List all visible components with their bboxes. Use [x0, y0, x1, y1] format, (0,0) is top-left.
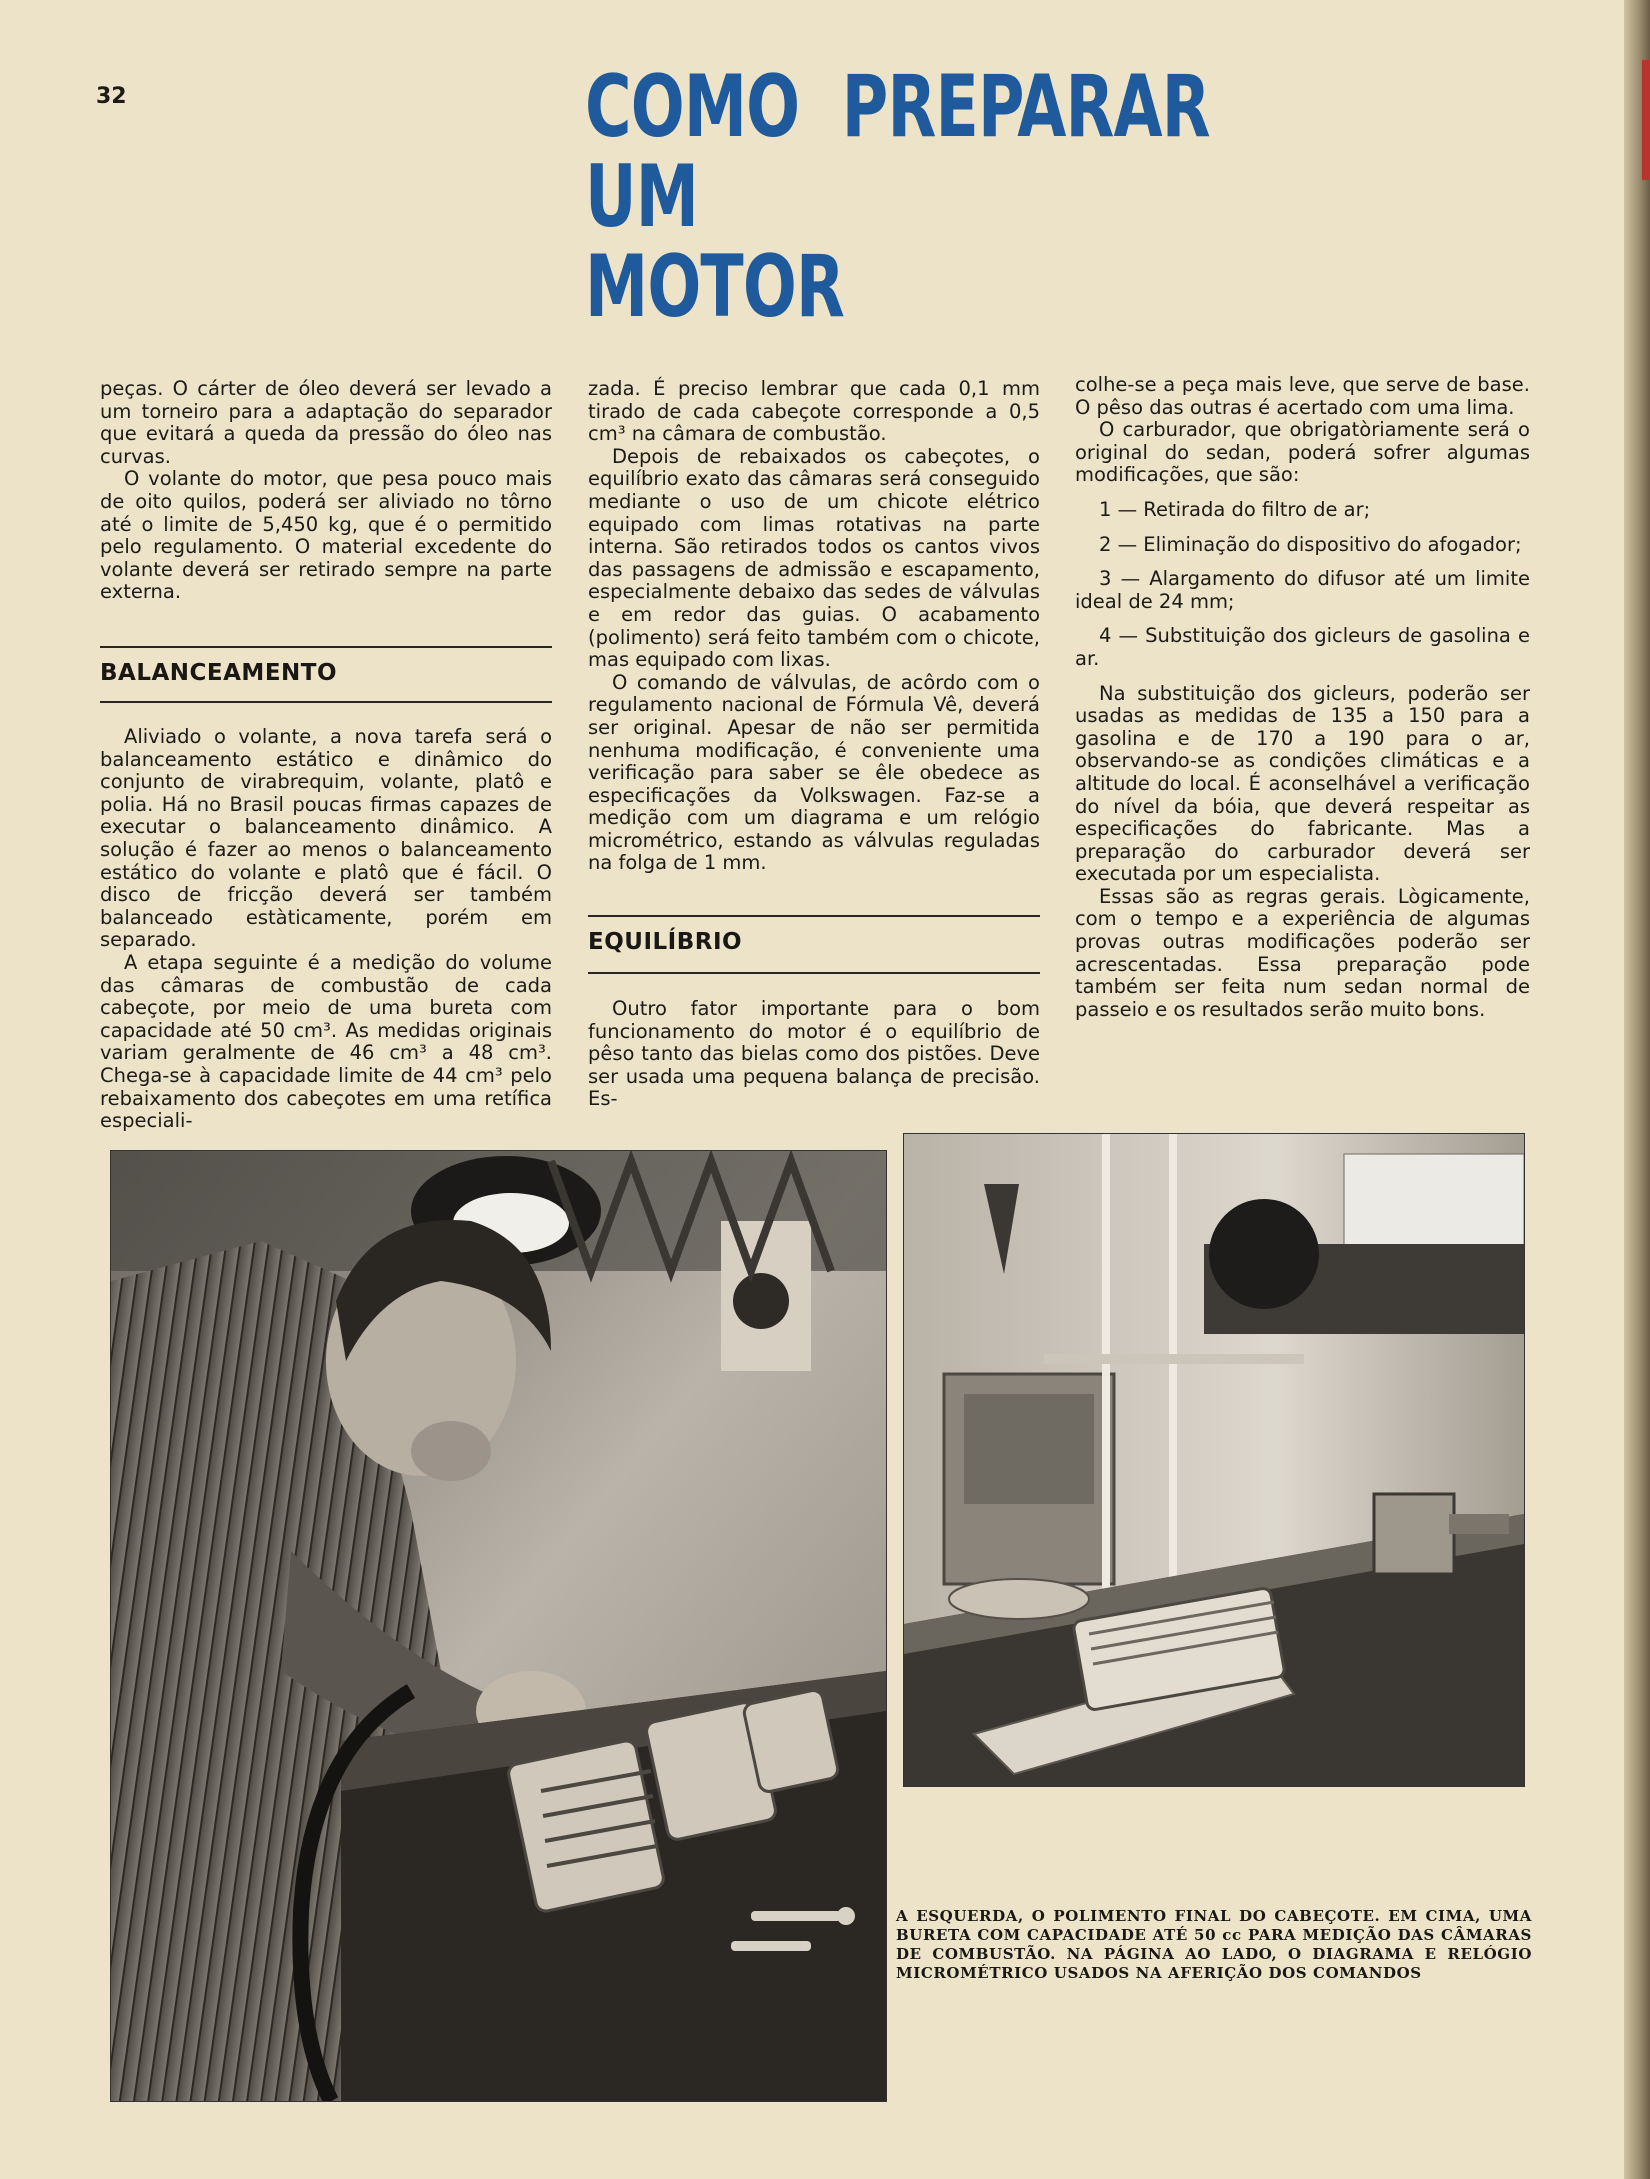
list-item: 1 — Retirada do filtro de ar;	[1099, 497, 1371, 521]
column-3	[1075, 374, 1530, 1021]
section-rule	[588, 915, 1040, 917]
column-2-top	[588, 378, 1040, 875]
page-number: 32	[96, 84, 127, 109]
paragraph: Outro fator importante para o bom funcionamento do motor é o equilíbrio de pêso tanto das bielas como dos pistões. Deve ser usada uma pequena balança de precisão. Es-	[588, 997, 1040, 1111]
paragraph: O comando de válvulas, de acôrdo com o regulamento nacional de Fórmula Vê, deverá ser original. Apesar de não ser permitida nenhuma modificação, é conveniente uma verificação para saber se êle obedece as especificações da Volkswagen. Faz-se a medição com um diagrama e um relógio micrométrico, estando as válvulas reguladas na folga de 1 mm.	[588, 670, 1040, 875]
column-1-top	[100, 378, 552, 604]
paragraph: O carburador, que obrigatòriamente será o original do sedan, poderá sofrer algumas modificações, que são:	[1075, 418, 1530, 487]
paragraph: O volante do motor, que pesa pouco mais de oito quilos, poderá ser aliviado no tôrno até o limite de 5,450 kg, que é o permitido pelo regulamento. O material excedente do volante deverá ser retirado sempre na parte externa.	[100, 467, 552, 604]
photo-burette-measurement	[903, 1133, 1525, 1787]
paragraph: peças. O cárter de óleo deverá ser levado a um torneiro para a adaptação do separador que evitará a queda da pressão do óleo nas curvas.	[100, 377, 552, 468]
page-edge	[1624, 0, 1650, 2179]
photo-mechanic-polishing	[110, 1150, 887, 2102]
section-rule	[588, 972, 1040, 974]
section-rule	[100, 646, 552, 648]
photo-burette-svg	[904, 1134, 1524, 1786]
page-edge-tab	[1642, 60, 1650, 180]
headline-line-3: MOTOR	[585, 237, 845, 337]
section-heading-balanceamento: BALANCEAMENTO	[100, 660, 338, 686]
photo-caption: A ESQUERDA, O POLIMENTO FINAL DO CABEÇOTE. EM CIMA, UMA BURETA COM CAPACIDADE ATÉ 50 cc PARA MEDIÇÃO DAS CÂMARAS DE COMBUSTÃO. NA PÁGINA AO LADO, O DIAGRAMA E RELÓGIO MICROMÉTRICO USADOS NA AFERIÇÃO DOS COMANDOS	[896, 1907, 1532, 1982]
section-rule	[100, 701, 552, 703]
paragraph: Depois de rebaixados os cabeçotes, o equilíbrio exato das câmaras será conseguido mediante o uso de um chicote elétrico equipado com limas rotativas na parte interna. São retirados todos os cantos vivos das passagens de admissão e escapamento, especialmente debaixo das sedes de válvulas e em redor das guias. O acabamento (polimento) será feito também com o chicote, mas equipado com lixas.	[588, 444, 1040, 672]
section-heading-equilibrio: EQUILÍBRIO	[588, 929, 743, 955]
paragraph: Na substituição dos gicleurs, poderão ser usadas as medidas de 135 a 150 para a gasolina e de 170 a 190 para o ar, observando-se as condições climáticas e a altitude do local. É aconselhável a verificação do nível da bóia, que deverá respeitar as especificações do fabricante. Mas a preparação do carburador deverá ser executada por um especialista.	[1075, 681, 1530, 886]
list-item: 2 — Eliminação do dispositivo do afogador;	[1099, 532, 1522, 556]
headline-line-2: UM	[585, 147, 699, 247]
paragraph: Essas são as regras gerais. Lògicamente, com o tempo e a experiência de algumas provas outras modificações poderão ser acrescentadas. Essa preparação pode também ser feita num sedan normal de passeio e os resultados serão muito bons.	[1075, 884, 1530, 1021]
headline	[585, 57, 1210, 337]
column-1-bottom	[100, 726, 552, 1133]
list-item: 3 — Alargamento do difusor até um limite ideal de 24 mm;	[1075, 567, 1530, 613]
headline-line-1: COMO PREPARAR	[585, 57, 1210, 157]
list-item: 4 — Substituição dos gicleurs de gasolina e ar.	[1075, 624, 1530, 670]
paragraph: colhe-se a peça mais leve, que serve de base. O pêso das outras é acertado com uma lima.	[1075, 373, 1530, 419]
photo-mechanic-svg	[111, 1151, 886, 2101]
paragraph: Aliviado o volante, a nova tarefa será o balanceamento estático e dinâmico do conjunto de virabrequim, volante, platô e polia. Há no Brasil poucas firmas capazes de executar o balanceamento dinâmico. A solução é fazer ao menos o balanceamento estático do volante e platô que é fácil. O disco de fricção deverá ser também balanceado estàticamente, porém em separado.	[100, 725, 552, 952]
column-2-bottom	[588, 998, 1040, 1111]
paragraph: A etapa seguinte é a medição do volume das câmaras de combustão de cada cabeçote, por meio de uma bureta com capacidade até 50 cm³. As medidas originais variam geralmente de 46 cm³ a 48 cm³. Chega-se à capacidade limite de 44 cm³ pelo rebaixamento dos cabeçotes em uma retífica especiali-	[100, 950, 552, 1133]
paragraph: zada. É preciso lembrar que cada 0,1 mm tirado de cada cabeçote corresponde a 0,5 cm³ na câmara de combustão.	[588, 377, 1040, 446]
